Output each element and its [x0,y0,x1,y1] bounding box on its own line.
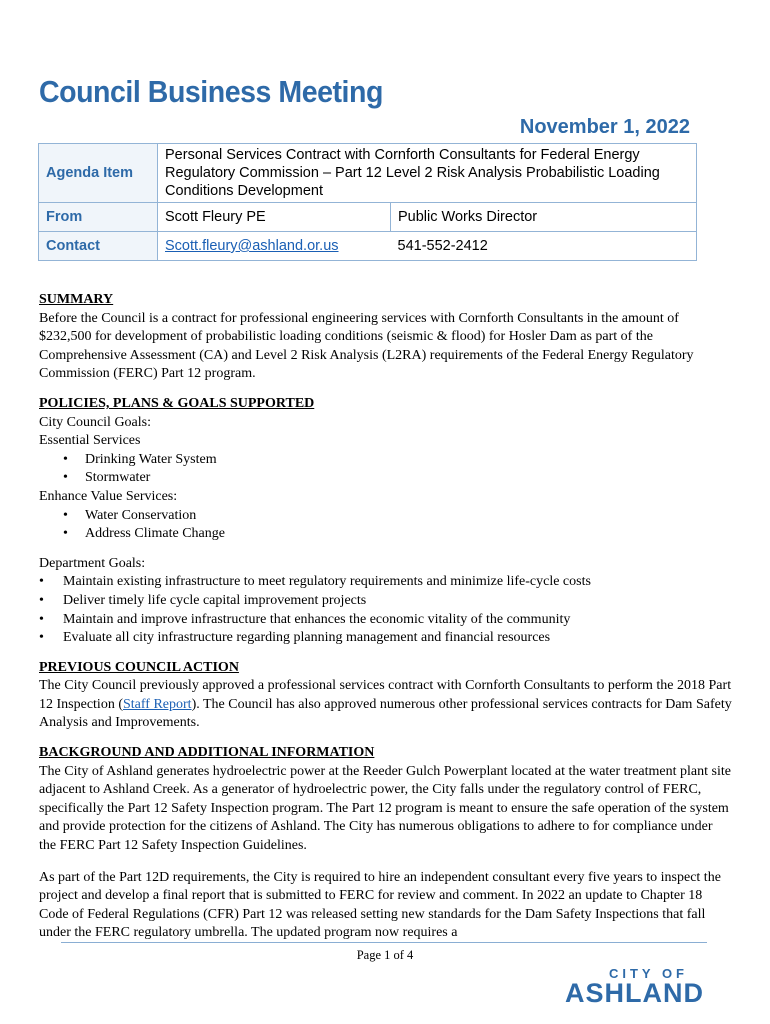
document-body [39,291,733,943]
agenda-item-value: Personal Services Contract with Cornforth Consultants for Federal Energy Regulatory Commission – Part 12 Level 2 Risk Analysis Probabilistic Loading Conditions Development [158,144,697,203]
department-goals-label: Department Goals: [39,555,146,571]
background-paragraph-2: As part of the Part 12D requirements, the City is required to hire an independent consultant every five years to inspect the project and develop a final report that is submitted to FERC for review and comment. In 2022 an update to Chapter 18 Code of Federal Regulations (CFR) Part 12 was released setting new standards for the Dam Safety Inspections that fall under the FERC regulatory umbrella. The updated program now requires a [39,869,721,941]
previous-action-text-end: ). The Council has also approved numerous other professional services contracts for Dam Safety Analysis and Improvements. [39,696,732,731]
from-title: Public Works Director [391,203,697,232]
enhance-value-label: Enhance Value Services: [39,488,178,504]
contact-label: Contact [39,232,158,261]
staff-report-link[interactable]: Staff Report [122,696,192,712]
summary-section [39,291,733,384]
list-item: • Maintain existing infrastructure to meet regulatory requirements and minimize life-cycle costs [39,573,733,592]
list-item: • Drinking Water System [39,451,733,470]
policies-section [39,395,733,648]
previous-action-text-start: The City Council previously approved a professional services contract with Cornforth Consultants to perform the 2018 Part 12 Inspection ( [39,678,732,712]
contact-row [39,232,697,261]
policies-heading: POLICIES, PLANS & GOALS SUPPORTED [39,395,315,411]
list-item: • Evaluate all city infrastructure regarding planning management and financial resources [39,629,733,648]
agenda-item-row [39,144,697,203]
agenda-info-table [38,143,697,261]
meeting-date: November 1, 2022 [519,116,690,138]
essential-services-list [39,451,733,488]
background-section [39,744,733,943]
list-item: • Deliver timely life cycle capital improvement projects [39,592,733,611]
previous-action-text [39,677,733,733]
city-logo-top: CITY OF [608,966,688,981]
summary-text: Before the Council is a contract for professional engineering services with Cornforth Consultants in the amount of $232,500 for development of probabilistic loading conditions (seismic & flood) for Hosler Dam as part of the Comprehensive Assessment (CA) and Level 2 Risk Analysis (L2RA) requirements of the Federal Energy Regulatory Commission (FERC) Part 12 program. [39,310,694,382]
department-goals-list [39,573,733,647]
contact-phone: 541-552-2412 [391,232,697,261]
background-paragraph-1: The City of Ashland generates hydroelectric power at the Reeder Gulch Powerplant located at the water treatment plant site adjacent to Ashland Creek. As a generator of hydroelectric power, the City falls under the regulatory control of FERC, specifically the Part 12 Safety Inspection program. The Part 12 program is meant to ensure the safe operation of the system and provide protection for the citizens of Ashland. The City has numerous obligations to adhere to for compliance under the FERC Part 12 Safety Inspection Guidelines. [39,763,731,854]
essential-services-label: Essential Services [39,433,141,449]
page-title: Council Business Meeting [39,74,383,109]
city-logo: ASHLAND [565,978,704,1008]
contact-email-link[interactable]: Scott.fleury@ashland.or.us [165,238,339,254]
page-number: Page 1 of 4 [356,948,414,962]
list-item: • Address Climate Change [39,525,733,544]
from-label: From [39,203,158,232]
agenda-item-label: Agenda Item [39,144,158,203]
footer-divider [61,942,707,943]
enhance-value-list [39,507,733,544]
from-row [39,203,697,232]
from-name: Scott Fleury PE [158,203,391,232]
previous-action-heading: PREVIOUS COUNCIL ACTION [39,659,239,675]
summary-heading: SUMMARY [39,292,114,307]
background-heading: BACKGROUND AND ADDITIONAL INFORMATION [39,745,375,761]
previous-action-section [39,659,733,733]
list-item: • Stormwater [39,469,733,488]
council-goals-label: City Council Goals: [39,414,151,430]
list-item: • Maintain and improve infrastructure that enhances the economic vitality of the community [39,611,733,630]
list-item: • Water Conservation [39,507,733,526]
